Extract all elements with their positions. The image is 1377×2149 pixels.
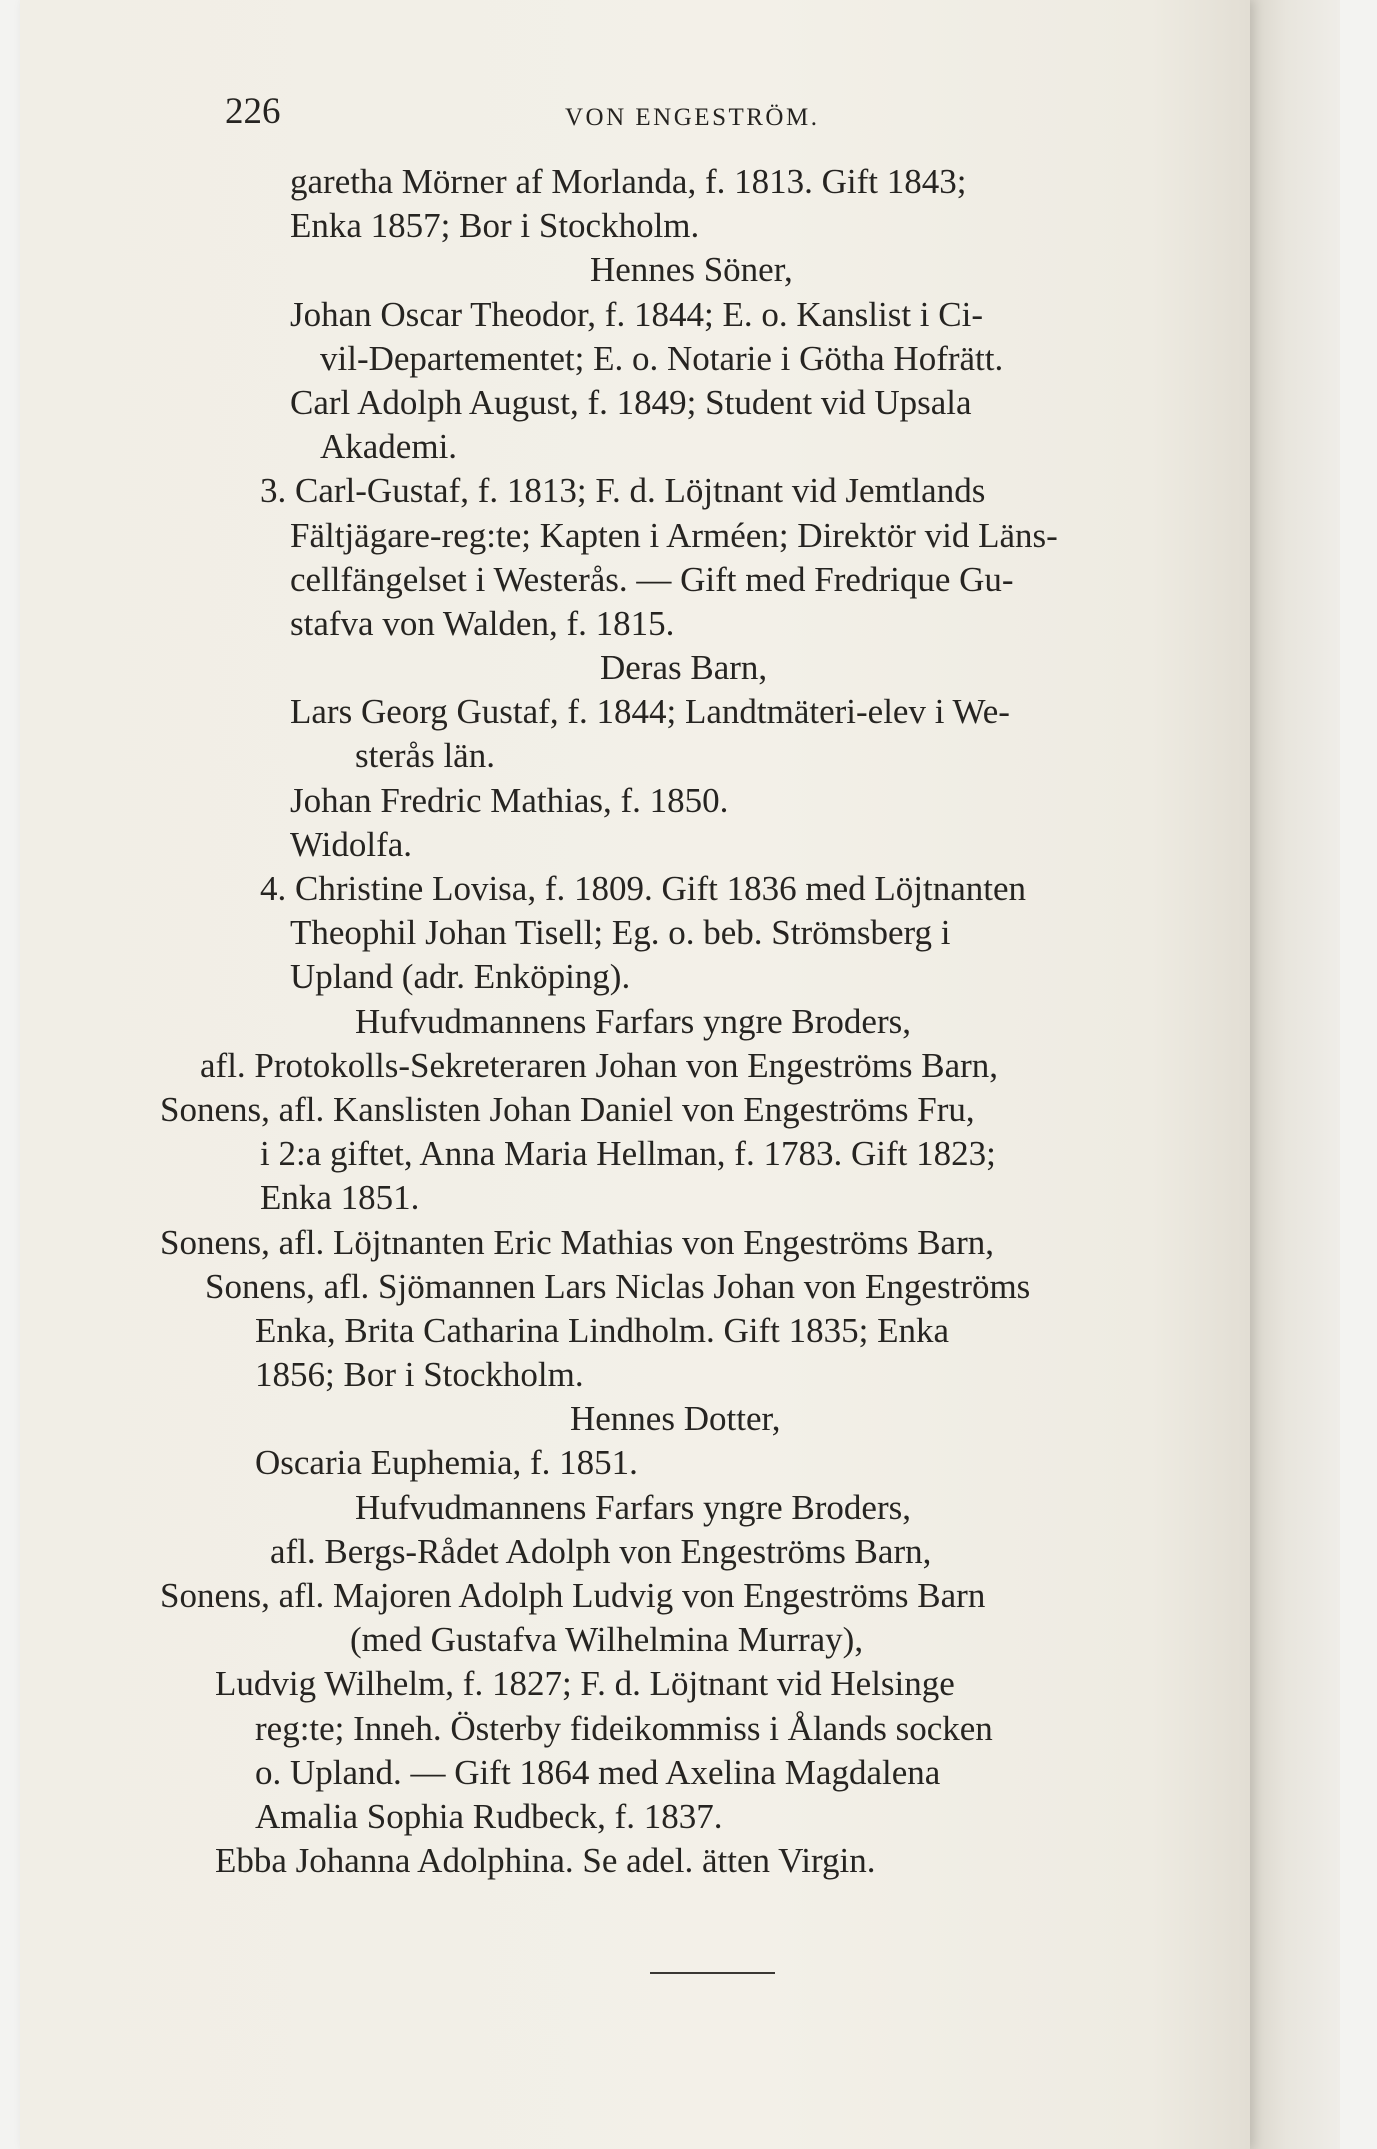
text-line: garetha Mörner af Morlanda, f. 1813. Gift 1843; [290, 162, 967, 201]
text-line: i 2:a giftet, Anna Maria Hellman, f. 1783. Gift 1823; [260, 1134, 996, 1174]
text-line: Johan Fredric Mathias, f. 1850. [290, 780, 729, 820]
text-line: Fältjägare-reg:te; Kapten i Arméen; Direktör vid Läns- [290, 515, 1058, 555]
page-text [160, 90, 1220, 1883]
text-line: Enka, Brita Catharina Lindholm. Gift 1835; Enka [255, 1310, 950, 1350]
running-head: VON ENGESTRÖM. [565, 104, 820, 131]
text-line: Upland (adr. Enköping). [290, 957, 631, 997]
text-line: Ludvig Wilhelm, f. 1827; F. d. Löjtnant vid Helsinge [215, 1664, 955, 1704]
page-edge [1250, 0, 1340, 2149]
text-line: Enka 1851. [260, 1178, 420, 1218]
text-line: 4. Christine Lovisa, f. 1809. Gift 1836 med Löjtnanten [260, 869, 1027, 908]
text-line: afl. Bergs-Rådet Adolph von Engeströms Barn, [270, 1531, 932, 1571]
text-line: cellfängelset i Westerås. — Gift med Fredrique Gu- [290, 559, 1014, 599]
page-header [160, 90, 1220, 134]
text-line: Johan Oscar Theodor, f. 1844; E. o. Kanslist i Ci- [290, 294, 983, 334]
text-line: o. Upland. — Gift 1864 med Axelina Magdalena [255, 1752, 941, 1792]
text-line: Deras Barn, [600, 648, 768, 688]
text-line: Widolfa. [290, 824, 413, 864]
text-line: (med Gustafva Wilhelmina Murray), [350, 1620, 864, 1660]
text-line: 1856; Bor i Stockholm. [255, 1355, 584, 1395]
text-line: Sonens, afl. Majoren Adolph Ludvig von Engeströms Barn [160, 1576, 986, 1615]
text-line: sterås län. [355, 736, 495, 776]
text-line: Akademi. [320, 427, 458, 467]
text-line: Sonens, afl. Sjömannen Lars Niclas Johan von Engeströms [205, 1266, 1031, 1306]
text-line: vil-Departementet; E. o. Notarie i Götha Hofrätt. [320, 338, 1004, 378]
text-line: 3. Carl-Gustaf, f. 1813; F. d. Löjtnant vid Jemtlands [260, 471, 986, 511]
text-line: Carl Adolph August, f. 1849; Student vid Upsala [290, 382, 972, 422]
text-line: Sonens, afl. Kanslisten Johan Daniel von Engeströms Fru, [160, 1089, 975, 1129]
text-line: stafva von Walden, f. 1815. [290, 603, 675, 643]
text-line: Hennes Dotter, [570, 1399, 781, 1439]
text-line: Amalia Sophia Rudbeck, f. 1837. [255, 1796, 723, 1836]
page-number: 226 [225, 91, 281, 132]
text-line: Sonens, afl. Löjtnanten Eric Mathias von Engeströms Barn, [160, 1222, 995, 1262]
text-line: Hennes Söner, [590, 250, 793, 290]
text-line: Enka 1857; Bor i Stockholm. [290, 206, 700, 246]
text-line: afl. Protokolls-Sekreteraren Johan von Engeströms Barn, [200, 1045, 999, 1085]
text-line: Oscaria Euphemia, f. 1851. [255, 1443, 638, 1483]
closing-rule [650, 1972, 775, 1974]
text-line: Hufvudmannens Farfars yngre Broders, [355, 1487, 911, 1527]
text-line: Hufvudmannens Farfars yngre Broders, [355, 1001, 911, 1041]
text-line: reg:te; Inneh. Österby fideikommiss i Ålands socken [255, 1708, 993, 1748]
text-line: Theophil Johan Tisell; Eg. o. beb. Strömsberg i [290, 913, 951, 953]
text-line: Lars Georg Gustaf, f. 1844; Landtmäteri-elev i We- [290, 692, 1010, 732]
text-line: Ebba Johanna Adolphina. Se adel. ätten Virgin. [215, 1841, 876, 1881]
